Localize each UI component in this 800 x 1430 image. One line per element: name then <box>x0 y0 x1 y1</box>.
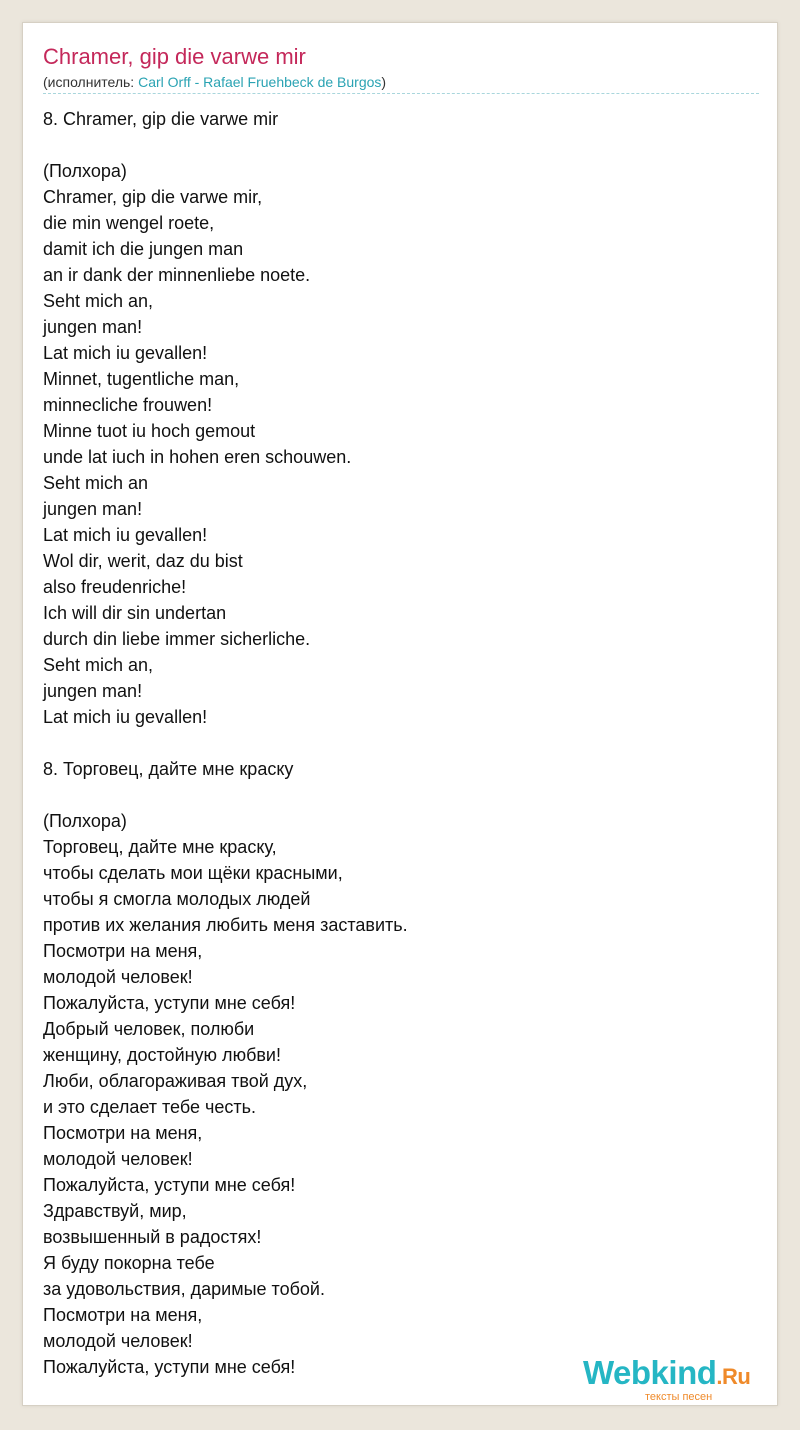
lyric-line: и это сделает тебе честь. <box>43 1097 256 1117</box>
lyric-line: Люби, облагораживая твой дух, <box>43 1071 308 1091</box>
lyric-line: damit ich die jungen man <box>43 239 244 259</box>
lyric-line: Seht mich an, <box>43 655 154 675</box>
logo-tld: .Ru <box>716 1364 751 1389</box>
lyric-line: Ich will dir sin undertan <box>43 603 227 623</box>
artist-link[interactable]: Carl Orff - Rafael Fruehbeck de Burgos <box>138 74 382 90</box>
site-logo <box>583 1353 783 1403</box>
lyric-line: Посмотри на меня, <box>43 941 203 961</box>
lyric-line: против их желания любить меня заставить. <box>43 915 408 935</box>
lyric-line: jungen man! <box>43 317 143 337</box>
lyric-line: за удовольствия, даримые тобой. <box>43 1279 325 1299</box>
lyric-line: Пожалуйста, уступи мне себя! <box>43 1175 296 1195</box>
lyric-line: Seht mich an, <box>43 291 154 311</box>
lyric-blank-line <box>43 730 763 756</box>
song-title: Chramer, gip die varwe mir <box>43 44 306 69</box>
lyric-line: чтобы сделать мои щёки красными, <box>43 863 343 883</box>
lyric-line: Lat mich iu gevallen! <box>43 707 208 727</box>
lyric-line: Торговец, дайте мне краску, <box>43 837 277 857</box>
lyric-line: jungen man! <box>43 499 143 519</box>
lyric-line: jungen man! <box>43 681 143 701</box>
lyric-line: Посмотри на меня, <box>43 1305 203 1325</box>
artist-prefix: (исполнитель: <box>43 74 139 90</box>
lyrics-card <box>22 22 778 1406</box>
lyric-line: молодой человек! <box>43 1149 193 1169</box>
lyric-line: женщину, достойную любви! <box>43 1045 281 1065</box>
lyric-line: Seht mich an <box>43 473 149 493</box>
lyric-line: 8. Торговец, дайте мне краску <box>43 759 294 779</box>
lyric-line: Chramer, gip die varwe mir, <box>43 187 263 207</box>
artist-line <box>43 73 386 91</box>
lyric-line: возвышенный в радостях! <box>43 1227 262 1247</box>
lyric-line: an ir dank der minnenliebe noete. <box>43 265 311 285</box>
logo-tagline: тексты песен <box>645 1391 713 1403</box>
lyric-line: Wol dir, werit, daz du bist <box>43 551 243 571</box>
lyric-line: Здравствуй, мир, <box>43 1201 187 1221</box>
lyric-line: Minne tuot iu hoch gemout <box>43 421 256 441</box>
lyric-line: minnecliche frouwen! <box>43 395 213 415</box>
lyric-line: also freudenriche! <box>43 577 187 597</box>
lyric-blank-line <box>43 132 763 158</box>
lyric-line: Пожалуйста, уступи мне себя! <box>43 1357 296 1377</box>
lyric-line: 8. Chramer, gip die varwe mir <box>43 109 279 129</box>
lyric-line: (Полхора) <box>43 811 127 831</box>
title-divider <box>43 93 759 94</box>
lyrics-text <box>43 106 763 1380</box>
lyric-line: Добрый человек, полюби <box>43 1019 255 1039</box>
artist-suffix: ) <box>381 74 387 90</box>
lyric-line: Я буду покорна тебе <box>43 1253 215 1273</box>
lyric-line: Lat mich iu gevallen! <box>43 525 208 545</box>
lyric-line: молодой человек! <box>43 1331 193 1351</box>
lyric-line: unde lat iuch in hohen eren schouwen. <box>43 447 352 467</box>
lyric-line: Пожалуйста, уступи мне себя! <box>43 993 296 1013</box>
lyric-line: die min wengel roete, <box>43 213 215 233</box>
lyric-blank-line <box>43 782 763 808</box>
lyric-line: чтобы я смогла молодых людей <box>43 889 311 909</box>
lyric-line: Посмотри на меня, <box>43 1123 203 1143</box>
lyric-line: Lat mich iu gevallen! <box>43 343 208 363</box>
lyric-line: молодой человек! <box>43 967 193 987</box>
lyric-line: (Полхора) <box>43 161 127 181</box>
lyric-line: Minnet, tugentliche man, <box>43 369 240 389</box>
logo-brand: Webkind <box>583 1354 717 1391</box>
lyric-line: durch din liebe immer sicherliche. <box>43 629 311 649</box>
